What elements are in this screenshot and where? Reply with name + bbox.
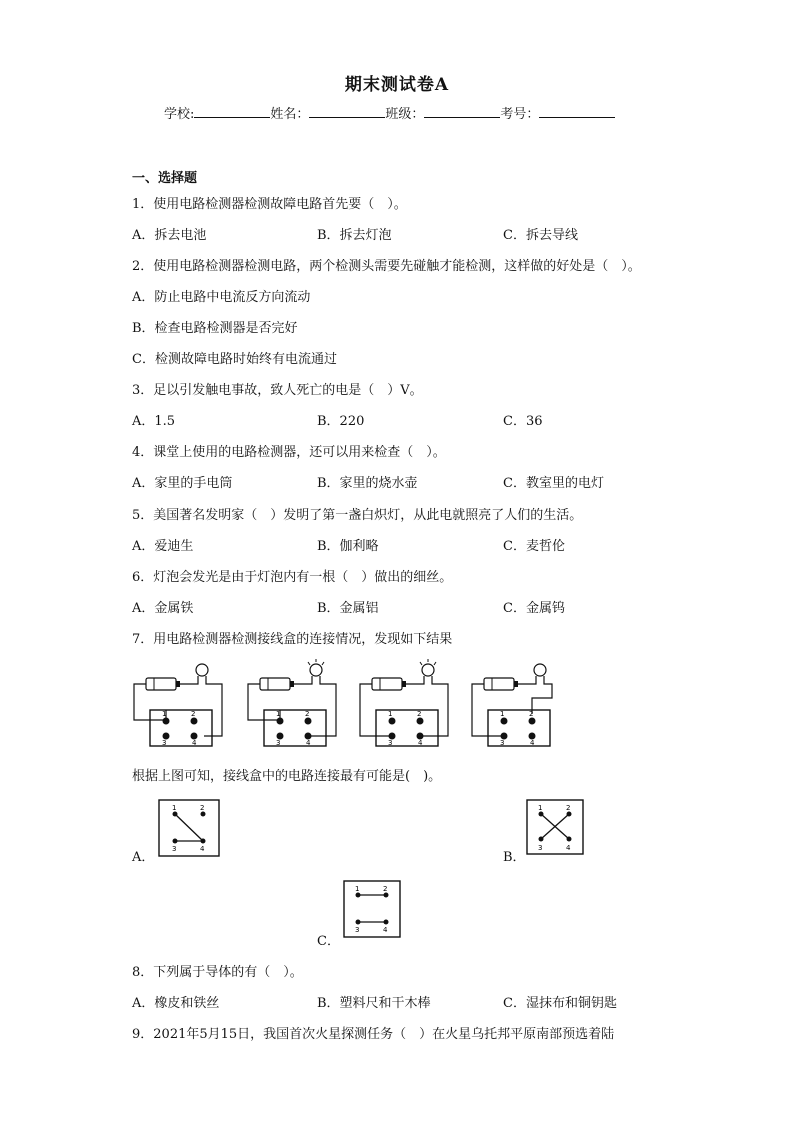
p3-terminal-3: 3: [388, 739, 393, 747]
q1-option-a[interactable]: A．拆去电池: [132, 228, 207, 243]
q5-option-a[interactable]: A．爱迪生: [132, 539, 194, 554]
p2-terminal-3: 3: [276, 739, 281, 747]
q2-option-a[interactable]: A．防止电路中电流反方向流动: [132, 290, 311, 305]
class-label: 班级：: [385, 107, 425, 122]
test-panel-2: [248, 659, 336, 747]
question-2: 2．使用电路检测器检测电路，两个检测头需要先碰触才能检测，这样做的好处是（ ）。: [132, 259, 641, 274]
p1-terminal-4: 4: [192, 739, 197, 747]
test-panel-4: [472, 664, 552, 747]
q8-option-b[interactable]: B．塑料尺和干木棒: [317, 996, 431, 1011]
p2-terminal-4: 4: [306, 739, 311, 747]
q1-option-c[interactable]: C．拆去导线: [503, 228, 578, 243]
exam-no-label: 考号：: [500, 107, 540, 122]
p2-terminal-2: 2: [305, 710, 310, 718]
q6-option-c[interactable]: C．金属钨: [503, 601, 565, 616]
circuit-test-results-figure: [130, 658, 570, 753]
q6-option-a[interactable]: A．金属铁: [132, 601, 194, 616]
school-label: 学校:: [164, 107, 195, 122]
qb-terminal-2: 2: [566, 804, 571, 812]
q5-option-c[interactable]: C．麦哲伦: [503, 539, 565, 554]
q7-option-a-diagram[interactable]: [158, 799, 220, 857]
page-title: 期末测试卷A: [344, 75, 450, 95]
p1-terminal-3: 3: [162, 739, 167, 747]
q2-option-b[interactable]: B．检查电路检测器是否完好: [132, 321, 298, 336]
qa-terminal-2: 2: [200, 804, 205, 812]
qb-terminal-1: 1: [538, 804, 543, 812]
name-label: 姓名：: [270, 107, 310, 122]
q1-option-b[interactable]: B．拆去灯泡: [317, 228, 392, 243]
q4-option-b[interactable]: B．家里的烧水壶: [317, 476, 418, 491]
question-3: 3．足以引发触电事故，致人死亡的电是（ ）V。: [132, 383, 423, 398]
q8-option-a[interactable]: A．橡皮和铁丝: [132, 996, 220, 1011]
qb-terminal-4: 4: [566, 844, 571, 852]
p3-terminal-1: 1: [388, 710, 393, 718]
p4-terminal-3: 3: [500, 739, 505, 747]
q3-option-c[interactable]: C．36: [503, 414, 543, 429]
question-6: 6．灯泡会发光是由于灯泡内有一根（ ）做出的细丝。: [132, 570, 453, 585]
q7-option-b[interactable]: B．: [503, 850, 526, 865]
question-8: 8．下列属于导体的有（ ）。: [132, 965, 303, 980]
test-panel-3: [360, 659, 448, 747]
question-4: 4．课堂上使用的电路检测器，还可以用来检查（ ）。: [132, 445, 446, 460]
q8-option-c[interactable]: C．湿抹布和铜钥匙: [503, 996, 617, 1011]
q2-option-c[interactable]: C．检测故障电路时始终有电流通过: [132, 352, 337, 367]
q3-option-a[interactable]: A．1.5: [132, 414, 176, 429]
q7-option-b-diagram[interactable]: [526, 799, 584, 855]
qa-terminal-1: 1: [172, 804, 177, 812]
p4-terminal-2: 2: [529, 710, 534, 718]
q4-option-c[interactable]: C．教室里的电灯: [503, 476, 604, 491]
qc-terminal-3: 3: [355, 926, 360, 934]
qc-terminal-2: 2: [383, 885, 388, 893]
p4-terminal-1: 1: [500, 710, 505, 718]
q7-option-c[interactable]: C．: [317, 934, 340, 949]
question-7: 7．用电路检测器检测接线盒的连接情况，发现如下结果: [132, 632, 453, 647]
qb-terminal-3: 3: [538, 844, 543, 852]
qc-terminal-1: 1: [355, 885, 360, 893]
p3-terminal-2: 2: [417, 710, 422, 718]
qc-terminal-4: 4: [383, 926, 388, 934]
q5-option-b[interactable]: B．伽利略: [317, 539, 379, 554]
p2-terminal-1: 1: [276, 710, 281, 718]
test-panel-1: [134, 664, 222, 747]
q4-option-a[interactable]: A．家里的手电筒: [132, 476, 233, 491]
q7-option-a[interactable]: A．: [132, 850, 155, 865]
section-heading: 一、选择题: [132, 171, 198, 186]
p1-terminal-1: 1: [162, 710, 167, 718]
q3-option-b[interactable]: B．220: [317, 414, 365, 429]
school-blank[interactable]: [194, 105, 270, 118]
p4-terminal-4: 4: [530, 739, 535, 747]
question-9: 9．2021年5月15日，我国首次火星探测任务（ ）在火星乌托邦平原南部预选着陆: [132, 1027, 615, 1042]
qa-terminal-3: 3: [172, 845, 177, 853]
name-blank[interactable]: [309, 105, 385, 118]
p1-terminal-2: 2: [191, 710, 196, 718]
qa-terminal-4: 4: [200, 845, 205, 853]
question-1: 1．使用电路检测器检测故障电路首先要（ ）。: [132, 197, 407, 212]
q7-option-c-diagram[interactable]: [343, 880, 401, 938]
class-blank[interactable]: [424, 105, 500, 118]
student-info-line: [164, 103, 615, 122]
question-5: 5．美国著名发明家（ ）发明了第一盏白炽灯，从此电就照亮了人们的生活。: [132, 508, 583, 523]
exam-no-blank[interactable]: [539, 105, 615, 118]
question-7-prompt: 根据上图可知，接线盒中的电路连接最有可能是( )。: [132, 769, 442, 784]
q6-option-b[interactable]: B．金属铝: [317, 601, 379, 616]
p3-terminal-4: 4: [418, 739, 423, 747]
